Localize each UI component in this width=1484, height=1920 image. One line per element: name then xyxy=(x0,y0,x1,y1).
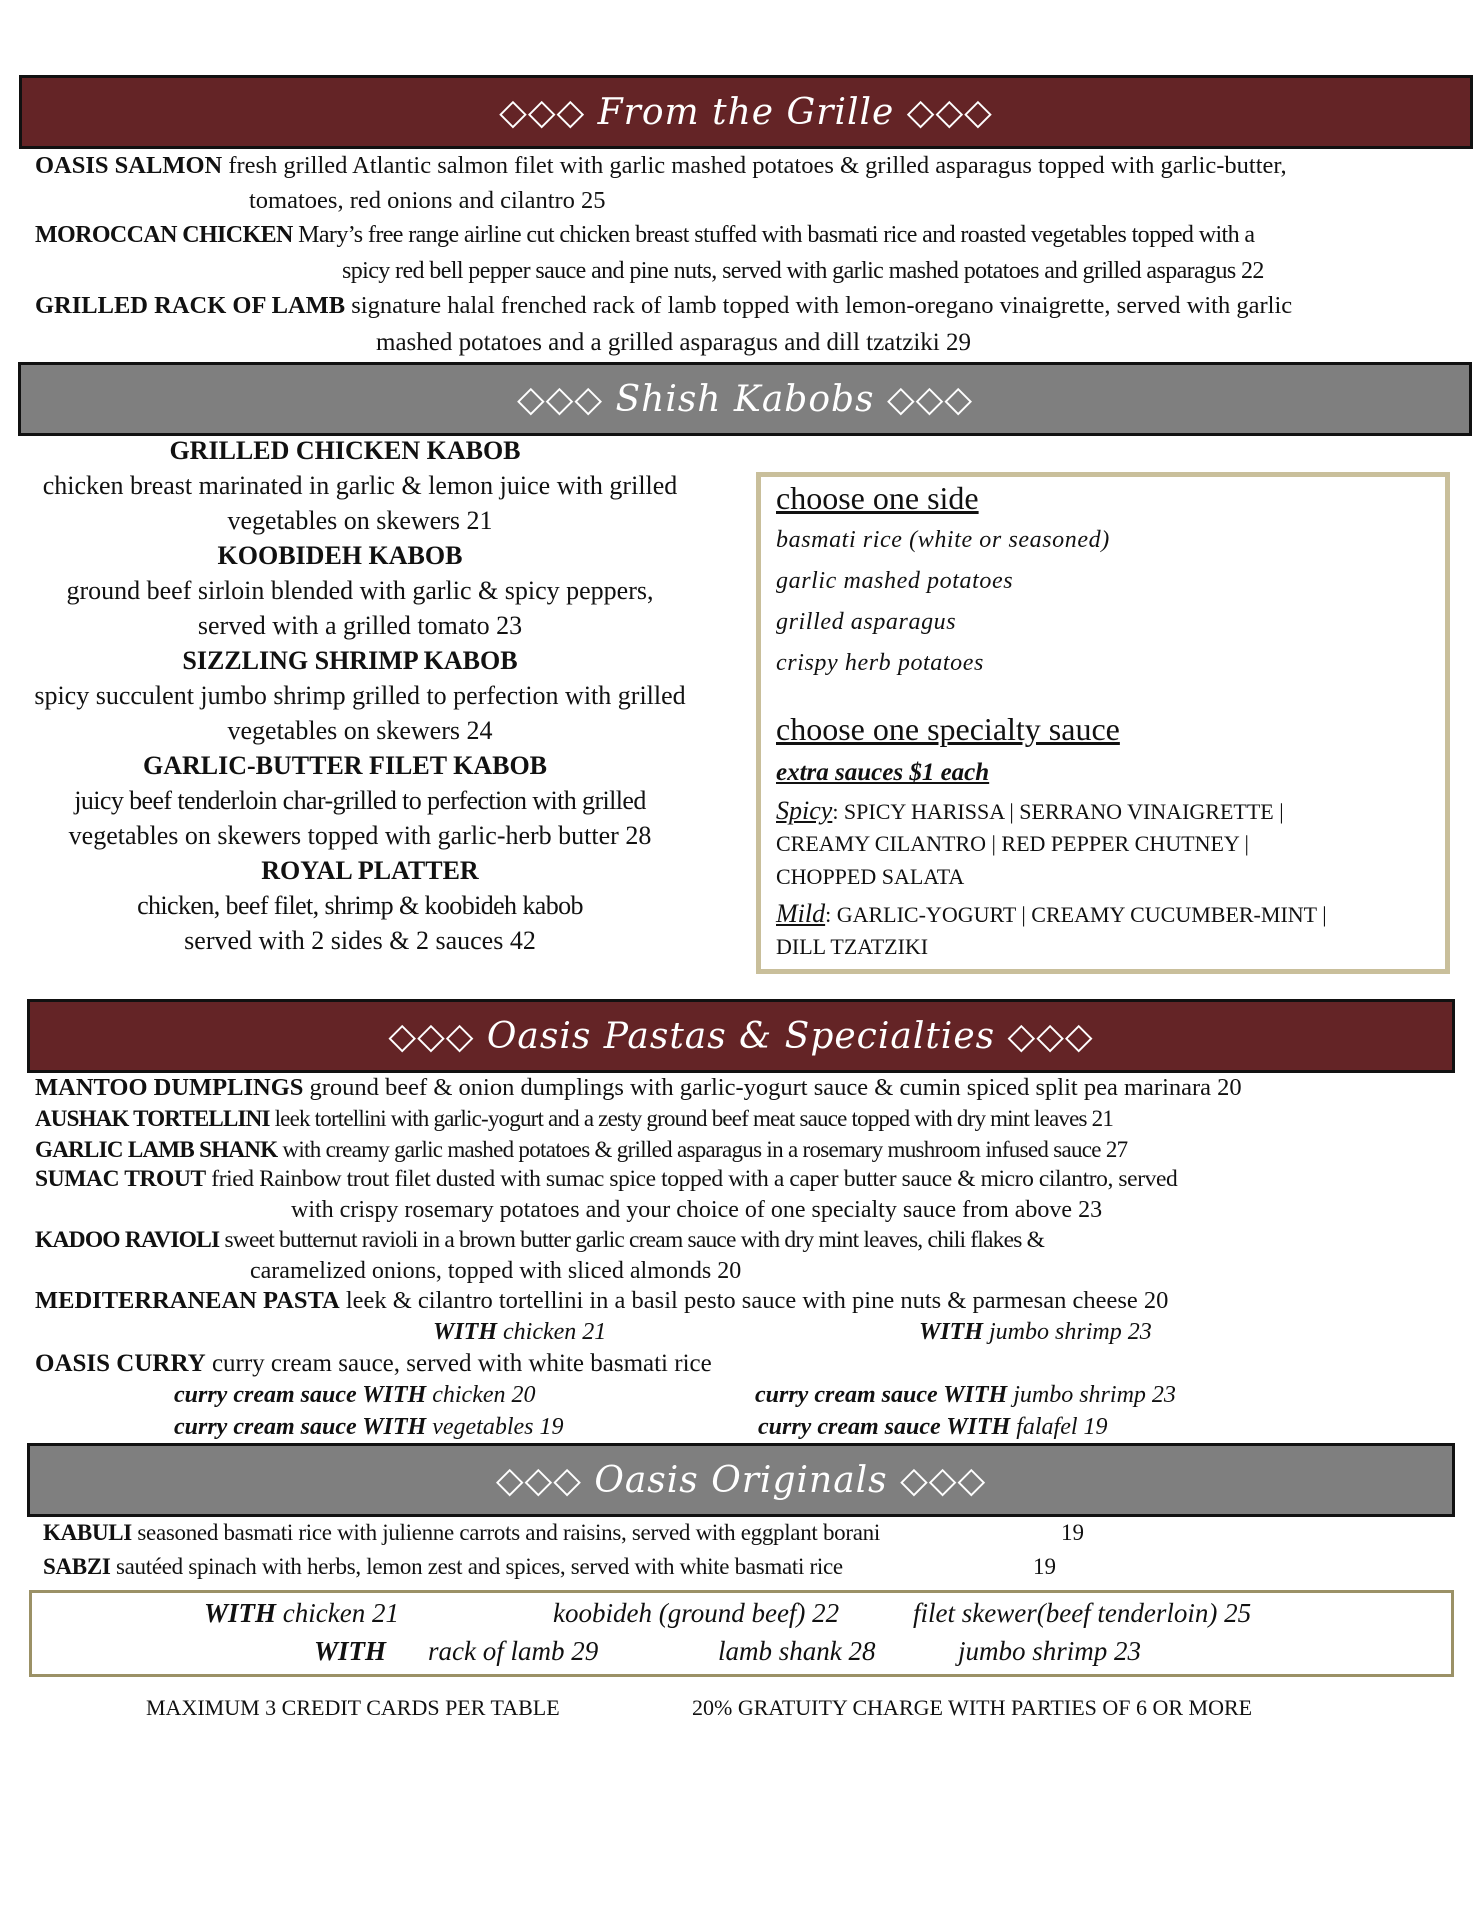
kabob-desc: vegetables on skewers 24 xyxy=(227,716,493,745)
grille-item-chicken xyxy=(35,223,1254,247)
with-label: WITH xyxy=(919,1319,984,1345)
spicy-list-cont: CREAMY CILANTRO | RED PEPPER CHUTNEY | xyxy=(776,831,1249,856)
option-text: chicken 21 xyxy=(276,1598,399,1628)
original-item-kabuli xyxy=(43,1521,880,1544)
side-option: garlic mashed potatoes xyxy=(776,568,1014,594)
item-desc: fresh grilled Atlantic salmon filet with garlic mashed potatoes & grilled asparagus topped with garlic-butter, xyxy=(222,152,1287,179)
item-name: MEDITERRANEAN PASTA xyxy=(35,1287,340,1314)
item-desc: seasoned basmati rice with julienne carrots and raisins, served with eggplant borani xyxy=(131,1520,880,1545)
originals-title: ◇◇◇ Oasis Originals ◇◇◇ xyxy=(495,1459,987,1501)
kabob-name: GARLIC-BUTTER FILET KABOB xyxy=(142,751,548,780)
pasta-item-kadoo xyxy=(35,1229,1044,1253)
side-option: grilled asparagus xyxy=(776,609,957,635)
kabob-desc: served with a grilled tomato 23 xyxy=(197,611,523,640)
pasta-item-sumac xyxy=(35,1168,1177,1192)
sauce-extra: extra sauces $1 each xyxy=(776,759,990,786)
originals-option-lamb: rack of lamb 29 xyxy=(428,1636,599,1666)
curry-option-shrimp xyxy=(755,1383,1176,1407)
kabob-desc: chicken, beef filet, shrimp & koobideh kabob xyxy=(137,891,583,920)
med-option-shrimp xyxy=(919,1320,1152,1344)
kabob-desc: vegetables on skewers topped with garlic-herb butter 28 xyxy=(68,821,652,850)
option-text: falafel 19 xyxy=(1010,1414,1108,1440)
kabobs-banner xyxy=(18,362,1472,436)
sides-title: choose one side xyxy=(776,480,979,516)
mild-list: : GARLIC-YOGURT | CREAMY CUCUMBER-MINT | xyxy=(825,902,1327,927)
item-price: 19 xyxy=(1061,1520,1084,1545)
mild-list-cont: DILL TZATZIKI xyxy=(776,934,929,959)
item-desc: Mary’s free range airline cut chicken breast stuffed with basmati rice and roasted vegetables topped with a xyxy=(292,222,1255,248)
originals-option-filet: filet skewer(beef tenderloin) 25 xyxy=(913,1598,1252,1628)
option-text: chicken 21 xyxy=(497,1319,607,1345)
pasta-item-aushak xyxy=(35,1107,1113,1130)
kabob-name: ROYAL PLATTER xyxy=(261,856,479,885)
item-name: OASIS CURRY xyxy=(35,1350,206,1377)
curry-option-chicken xyxy=(174,1383,536,1407)
spicy-list: : SPICY HARISSA | SERRANO VINAIGRETTE | xyxy=(832,799,1284,824)
pastas-title: ◇◇◇ Oasis Pastas & Specialties ◇◇◇ xyxy=(388,1015,1094,1057)
curry-prefix: curry cream sauce WITH xyxy=(174,1414,427,1440)
side-option: crispy herb potatoes xyxy=(776,650,984,676)
pasta-item-mantoo xyxy=(35,1076,1242,1101)
item-desc: leek tortellini with garlic-yogurt and a zesty ground beef meat sauce topped with dry mint leaves 21 xyxy=(269,1106,1114,1131)
item-desc-cont: tomatoes, red onions and cilantro 25 xyxy=(249,187,606,214)
item-desc: fried Rainbow trout filet dusted with sumac spice topped with a caper butter sauce & micro cilantro, served xyxy=(205,1166,1178,1192)
item-desc: with creamy garlic mashed potatoes & grilled asparagus in a rosemary mushroom infused sauce 27 xyxy=(277,1137,1128,1162)
item-desc: leek & cilantro tortellini in a basil pesto sauce with pine nuts & parmesan cheese 20 xyxy=(339,1287,1169,1314)
option-text: vegetables 19 xyxy=(426,1414,564,1440)
item-name: KADOO RAVIOLI xyxy=(35,1227,220,1253)
spicy-sauces xyxy=(776,798,1284,824)
kabob-name: GRILLED CHICKEN KABOB xyxy=(169,436,521,465)
with-label: WITH xyxy=(314,1636,387,1666)
sauce-title: choose one specialty sauce xyxy=(776,711,1120,747)
kabobs-title: ◇◇◇ Shish Kabobs ◇◇◇ xyxy=(516,378,974,420)
pastas-banner xyxy=(27,999,1455,1073)
original-item-sabzi xyxy=(43,1555,843,1578)
originals-option-shrimp: jumbo shrimp 23 xyxy=(958,1636,1142,1666)
item-desc-cont: caramelized onions, topped with sliced almonds 20 xyxy=(250,1258,742,1284)
curry-prefix: curry cream sauce WITH xyxy=(758,1414,1011,1440)
item-desc-cont: spicy red bell pepper sauce and pine nuts, served with garlic mashed potatoes and grilled asparagus 22 xyxy=(342,258,1264,284)
item-desc: sautéed spinach with herbs, lemon zest and spices, served with white basmati rice xyxy=(110,1554,843,1579)
item-price: 19 xyxy=(1033,1554,1056,1579)
med-option-chicken xyxy=(433,1320,606,1344)
kabob-name: KOOBIDEH KABOB xyxy=(217,541,463,570)
footer-gratuity: 20% GRATUITY CHARGE WITH PARTIES OF 6 OR MORE xyxy=(692,1695,1253,1720)
item-name: MOROCCAN CHICKEN xyxy=(35,222,293,248)
mild-label: Mild xyxy=(776,899,826,928)
grille-item-lamb xyxy=(35,294,1292,319)
item-name: MANTOO DUMPLINGS xyxy=(35,1074,304,1101)
spicy-list-cont: CHOPPED SALATA xyxy=(776,864,965,889)
with-label: WITH xyxy=(433,1319,498,1345)
originals-option-chicken xyxy=(204,1600,399,1627)
item-desc: sweet butternut ravioli in a brown butter garlic cream sauce with dry mint leaves, chili flakes & xyxy=(219,1227,1045,1253)
option-text: chicken 20 xyxy=(426,1382,536,1408)
pasta-item-med xyxy=(35,1289,1168,1314)
kabob-desc: vegetables on skewers 21 xyxy=(227,506,493,535)
pasta-item-lamb xyxy=(35,1138,1127,1161)
option-text: jumbo shrimp 23 xyxy=(1007,1382,1176,1408)
with-label: WITH xyxy=(204,1598,277,1628)
kabob-desc: chicken breast marinated in garlic & lemon juice with grilled xyxy=(42,471,678,500)
grille-item-salmon xyxy=(35,154,1287,179)
item-desc-cont: with crispy rosemary potatoes and your choice of one specialty sauce from above 23 xyxy=(291,1197,1103,1223)
item-desc-cont: mashed potatoes and a grilled asparagus and dill tzatziki 29 xyxy=(376,329,971,356)
item-name: SUMAC TROUT xyxy=(35,1166,206,1192)
spicy-label: Spicy xyxy=(776,796,833,825)
item-name: KABULI xyxy=(43,1520,132,1545)
mild-sauces xyxy=(776,901,1327,927)
kabob-desc: spicy succulent jumbo shrimp grilled to perfection with grilled xyxy=(34,681,686,710)
kabob-name: SIZZLING SHRIMP KABOB xyxy=(182,646,518,675)
item-name: SABZI xyxy=(43,1554,111,1579)
footer-credit-cards: MAXIMUM 3 CREDIT CARDS PER TABLE xyxy=(146,1695,560,1720)
originals-option-shank: lamb shank 28 xyxy=(718,1636,876,1666)
option-text: jumbo shrimp 23 xyxy=(983,1319,1152,1345)
curry-option-vegetables xyxy=(174,1415,564,1439)
kabob-desc: juicy beef tenderloin char-grilled to perfection with grilled xyxy=(74,786,646,815)
originals-banner xyxy=(27,1443,1455,1517)
side-option: basmati rice (white or seasoned) xyxy=(776,527,1110,553)
curry-prefix: curry cream sauce WITH xyxy=(755,1382,1008,1408)
kabob-desc: ground beef sirloin blended with garlic & spicy peppers, xyxy=(66,576,654,605)
item-name: OASIS SALMON xyxy=(35,152,223,179)
grille-banner xyxy=(19,75,1473,149)
curry-prefix: curry cream sauce WITH xyxy=(174,1382,427,1408)
item-desc: signature halal frenched rack of lamb topped with lemon-oregano vinaigrette, served with garlic xyxy=(345,292,1293,319)
curry-option-falafel xyxy=(758,1415,1108,1439)
item-desc: curry cream sauce, served with white basmati rice xyxy=(205,1350,712,1377)
item-name: GARLIC LAMB SHANK xyxy=(35,1137,278,1162)
kabob-desc: served with 2 sides & 2 sauces 42 xyxy=(184,926,536,955)
item-name: AUSHAK TORTELLINI xyxy=(35,1106,270,1131)
item-desc: ground beef & onion dumplings with garlic-yogurt sauce & cumin spiced split pea marinara 20 xyxy=(303,1074,1242,1101)
originals-option-koobideh: koobideh (ground beef) 22 xyxy=(553,1598,840,1628)
item-name: GRILLED RACK OF LAMB xyxy=(35,292,346,319)
grille-title: ◇◇◇ From the Grille ◇◇◇ xyxy=(499,91,993,133)
pasta-item-curry xyxy=(35,1351,712,1376)
